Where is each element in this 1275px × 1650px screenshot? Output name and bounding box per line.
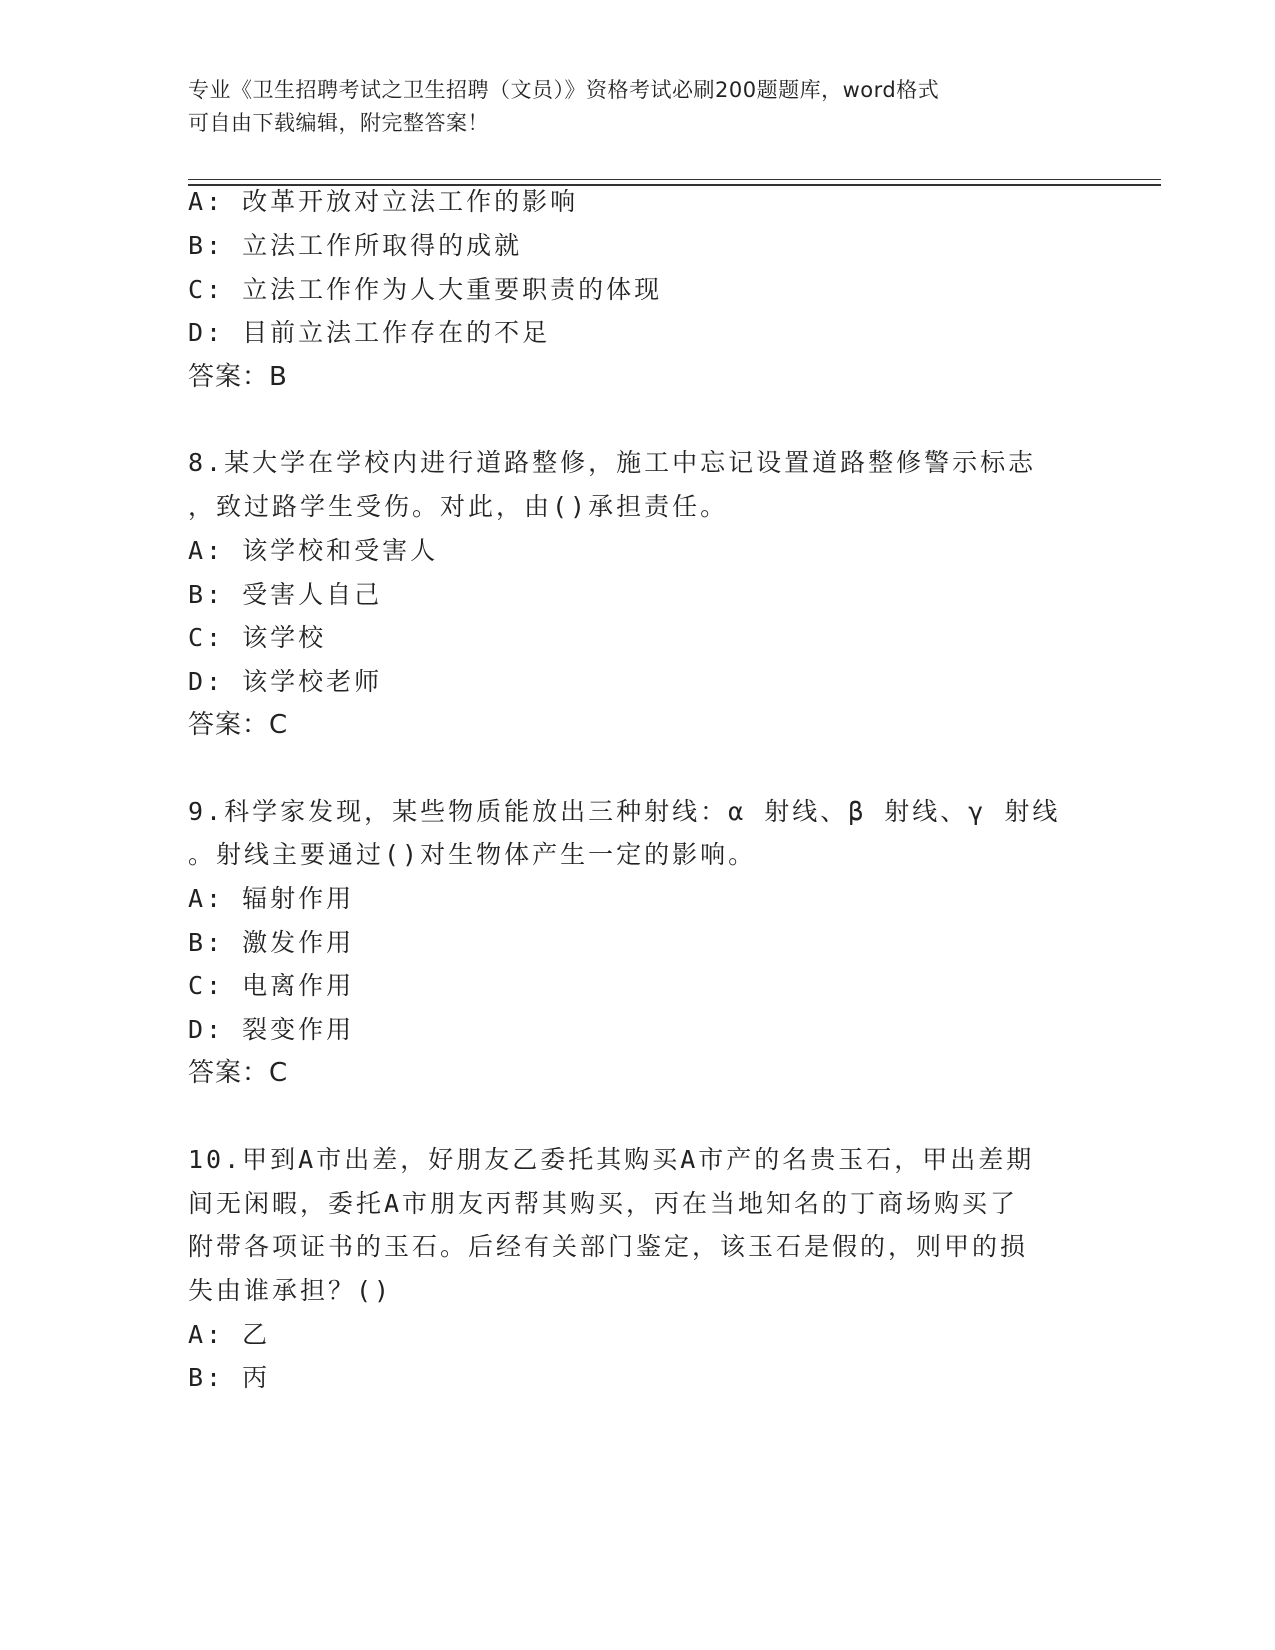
- q9-answer: 答案：C: [188, 1058, 289, 1088]
- q7-option-b: B: 立法工作所取得的成就: [188, 231, 523, 260]
- q9-option-a: A: 辐射作用: [188, 884, 355, 913]
- q7-answer: 答案：B: [188, 362, 288, 392]
- q8-stem-line-1: 8.某大学在学校内进行道路整修，施工中忘记设置道路整修警示标志: [188, 448, 1037, 477]
- q8-option-c: C: 该学校: [188, 623, 327, 652]
- q10-stem-line-2: 间无闲暇，委托A市朋友丙帮其购买，丙在当地知名的丁商场购买了: [188, 1189, 1019, 1218]
- document-header: [188, 74, 1068, 140]
- q8-option-d: D: 该学校老师: [188, 667, 383, 696]
- q10-stem-line-4: 失由谁承担？(): [188, 1276, 393, 1305]
- q8-option-a: A: 该学校和受害人: [188, 536, 439, 565]
- q9-option-d: D: 裂变作用: [188, 1015, 355, 1044]
- q10-stem-line-1: 10.甲到A市出差，好朋友乙委托其购买A市产的名贵玉石，甲出差期: [188, 1145, 1035, 1174]
- q7-option-d: D: 目前立法工作存在的不足: [188, 318, 551, 347]
- q10-option-b: B: 丙: [188, 1363, 271, 1392]
- q7-option-c: C: 立法工作作为人大重要职责的体现: [188, 275, 663, 304]
- header-line-2: 可自由下载编辑，附完整答案！: [188, 111, 489, 135]
- q8-answer: 答案：C: [188, 710, 289, 740]
- q9-stem-line-1: 9.科学家发现，某些物质能放出三种射线：α 射线、β 射线、γ 射线: [188, 797, 1061, 826]
- header-line-1: 专业《卫生招聘考试之卫生招聘（文员）》资格考试必刷200题题库，word格式: [188, 78, 940, 102]
- q9-stem-line-2: 。射线主要通过()对生物体产生一定的影响。: [188, 840, 757, 869]
- q9-option-c: C: 电离作用: [188, 971, 355, 1000]
- q8-option-b: B: 受害人自己: [188, 580, 383, 609]
- q9-option-b: B: 激发作用: [188, 928, 355, 957]
- q10-stem-line-3: 附带各项证书的玉石。后经有关部门鉴定，该玉石是假的，则甲的损: [188, 1232, 1029, 1261]
- q10-option-a: A: 乙: [188, 1320, 271, 1349]
- q7-option-a: A: 改革开放对立法工作的影响: [188, 187, 579, 216]
- q8-stem-line-2: ，致过路学生受伤。对此，由()承担责任。: [188, 492, 729, 521]
